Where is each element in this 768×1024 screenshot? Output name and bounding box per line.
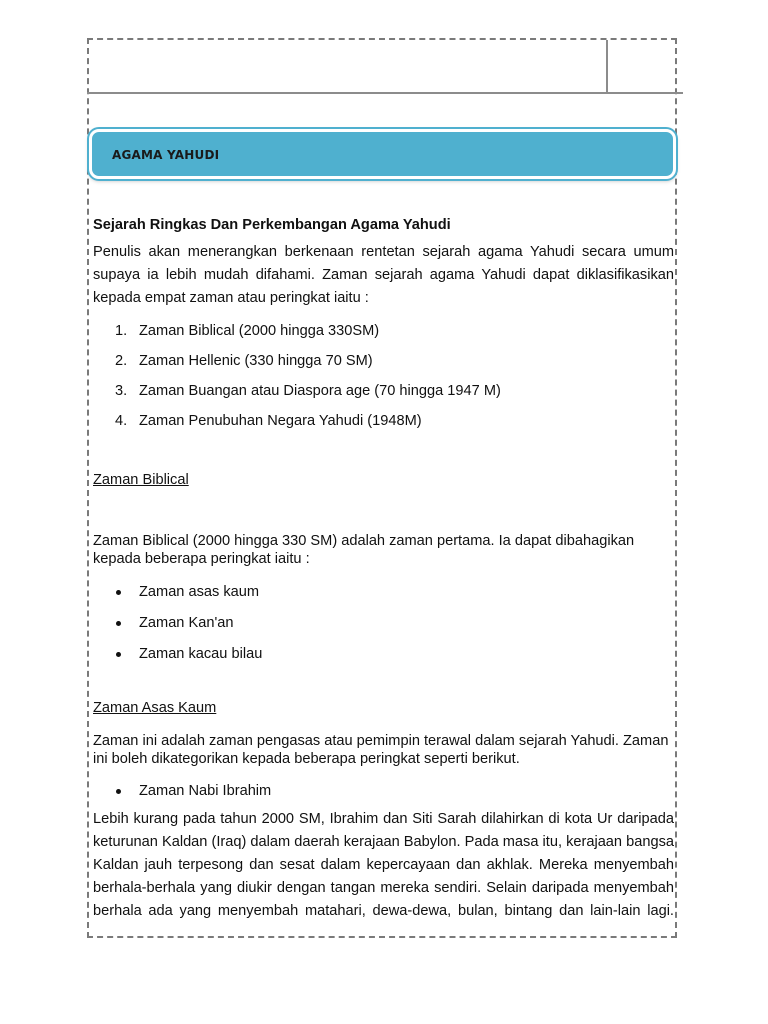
paragraph-line: Lebih kurang pada tahun 2000 SM, Ibrahim dan Siti Sarah dilahirkan di kota Ur daripada: [93, 811, 674, 827]
list-item-text: Zaman asas kaum: [139, 584, 260, 600]
list-item: [93, 780, 674, 808]
asas-kaum-paragraph: Zaman ini adalah zaman pengasas atau pemimpin terawal dalam sejarah Yahudi. Zaman ini boleh dikategorikan kepada beberapa peringkat seperti berikut.: [93, 733, 669, 767]
list-item-text: Zaman Penubuhan Negara Yahudi (1948M): [139, 413, 422, 429]
list-item-text: Zaman Buangan atau Diaspora age (70 hingga 1947 M): [139, 383, 501, 399]
paragraph-line: berhala-berhala yang diukir dengan tangan mereka sendiri. Selain daripada menyembah: [93, 880, 674, 896]
list-number: 4.: [115, 413, 128, 429]
list-number: 1.: [115, 323, 128, 339]
era-list: [93, 320, 674, 440]
banner-title: AGAMA YAHUDI: [112, 148, 220, 162]
list-item-text: Zaman Biblical (2000 hingga 330SM): [139, 323, 380, 339]
ibrahim-paragraph: [93, 808, 674, 923]
document-body: [93, 214, 674, 923]
list-number: 2.: [115, 353, 128, 369]
list-item: [93, 380, 674, 410]
list-item-text: Zaman kacau bilau: [139, 646, 263, 662]
intro-paragraph: Penulis akan menerangkan berkenaan rentetan sejarah agama Yahudi secara umum supaya ia lebih mudah difahami. Zaman sejarah agama Yahudi dapat diklasifikasikan kepada empat zaman atau peringkat iaitu :: [93, 244, 674, 306]
title-banner: [89, 129, 676, 179]
header-divider: [87, 92, 683, 94]
section-heading: Sejarah Ringkas Dan Perkembangan Agama Yahudi: [93, 217, 451, 233]
bullet-icon: [116, 652, 121, 657]
paragraph-line: berhala ada yang menyembah matahari, dewa-dewa, bulan, bintang dan lain-lain lagi.: [93, 903, 674, 919]
list-number: 3.: [115, 383, 128, 399]
bullet-icon: [116, 590, 121, 595]
biblical-heading: Zaman Biblical: [93, 472, 189, 488]
asas-kaum-stage-list: [93, 780, 674, 808]
list-item-text: Zaman Hellenic (330 hingga 70 SM): [139, 353, 373, 369]
list-item: [93, 612, 674, 643]
list-item: [93, 410, 674, 440]
list-item: [93, 581, 674, 612]
header-column-divider: [606, 40, 608, 92]
list-item: [93, 350, 674, 380]
list-item: [93, 643, 674, 674]
bullet-icon: [116, 621, 121, 626]
asas-kaum-heading: Zaman Asas Kaum: [93, 700, 217, 716]
list-item-text: Zaman Kan'an: [139, 615, 234, 631]
bullet-icon: [116, 789, 121, 794]
biblical-stage-list: [93, 581, 674, 674]
paragraph-line: keturunan Kaldan (Iraq) dalam daerah kerajaan Babylon. Pada masa itu, kerajaan bangsa: [93, 834, 674, 850]
list-item-text: Zaman Nabi Ibrahim: [139, 783, 272, 799]
paragraph-line: Kaldan jauh terpesong dan sesat dalam kepercayaan dan akhlak. Mereka menyembah: [93, 857, 674, 873]
list-item: [93, 320, 674, 350]
biblical-paragraph: Zaman Biblical (2000 hingga 330 SM) adalah zaman pertama. Ia dapat dibahagikan kepada beberapa peringkat iaitu :: [93, 533, 635, 567]
